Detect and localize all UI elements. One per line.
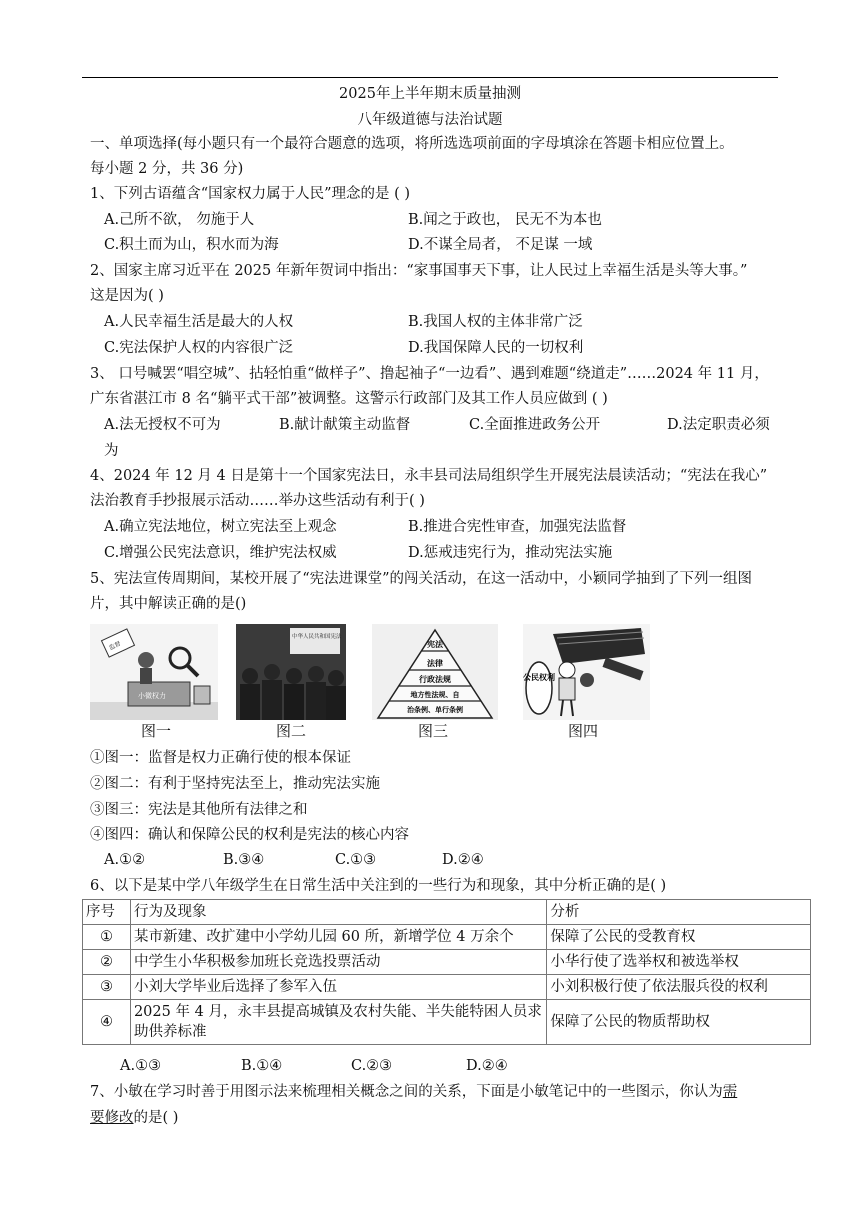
q4-option-b: B.推进合宪性审查，加强宪法监督 <box>408 519 627 535</box>
q6-option-a: A.①③ <box>120 1058 162 1074</box>
q5-option-b: B.③④ <box>223 852 265 868</box>
table-header-row <box>83 900 811 925</box>
q1-option-d: D.不谋全局者， 不足谋 一域 <box>408 237 593 253</box>
q7-stem-end: 的是( ) <box>133 1110 179 1126</box>
figure-4-label: 公民权利 <box>523 673 555 682</box>
row-analysis: 小华行使了选举权和被选举权 <box>547 950 811 975</box>
row-number: ② <box>83 950 131 975</box>
q2-option-b: B.我国人权的主体非常广泛 <box>408 314 583 330</box>
figure-4-illustration <box>523 624 650 720</box>
figure-4-cartoon <box>523 624 650 720</box>
q6-stem: 6、以下是某中学八年级学生在日常生活中关注到的一些行为和现象，其中分析正确的是( ) <box>90 878 667 894</box>
q5-option-a: A.①② <box>104 852 146 868</box>
q5-stem-line1: 5、宪法宣传周期间，某校开展了“宪法进课堂”的闯关活动，在这一活动中，小颖同学抽到了下列一组图 <box>90 571 753 587</box>
figure-4-caption: 图四 <box>568 722 599 740</box>
q1-option-c: C.积土而为山，积水而为海 <box>104 237 279 253</box>
q2-stem-line1: 2、国家主席习近平在 2025 年新年贺词中指出：“家事国事天下事，让人民过上幸福生活是头等大事。” <box>90 263 748 279</box>
figure-2-illustration <box>236 624 346 720</box>
section-intro-line2: 每小题 2 分，共 36 分) <box>90 161 244 177</box>
q3-stem-line1: 3、 口号喊罢“唱空城”、拈轻怕重“做样子”、撸起袖子“一边看”、遇到难题“绕道走”……2024 年 11 月， <box>90 366 769 382</box>
q6-option-b: B.①④ <box>241 1058 283 1074</box>
row-number: ③ <box>83 975 131 1000</box>
q5-stem-line2: 片，其中解读正确的是() <box>90 596 247 612</box>
pyramid-level-4a: 地方性法规、自 <box>410 691 460 699</box>
q4-stem-line1: 4、2024 年 12 月 4 日是第十一个国家宪法日，永丰县司法局组织学生开展宪法晨读活动；“宪法在我心” <box>90 468 768 484</box>
q5-statement-4: ④图四：确认和保障公民的权利是宪法的核心内容 <box>90 827 409 843</box>
q3-option-a: A.法无授权不可为 <box>104 417 221 433</box>
q1-stem: 1、下列古语蕴含“国家权力属于人民”理念的是 ( ) <box>90 186 411 202</box>
q3-option-d: D.法定职责必须 <box>667 417 770 433</box>
q5-statement-2: ②图二：有利于坚持宪法至上，推动宪法实施 <box>90 776 380 792</box>
table-header-analysis: 分析 <box>547 900 811 925</box>
q2-stem-line2: 这是因为( ) <box>90 288 164 304</box>
table-header-behavior: 行为及现象 <box>130 900 546 925</box>
q3-stem-line2: 广东省湛江市 8 名“躺平式干部”被调整。这警示行政部门及其工作人员应做到 ( ) <box>90 391 608 407</box>
row-number: ① <box>83 925 131 950</box>
row-behavior: 中学生小华积极参加班长竞选投票活动 <box>130 950 546 975</box>
figure-1-label-a: 小微权力 <box>138 692 166 700</box>
q3-option-b: B.献计献策主动监督 <box>279 417 411 433</box>
row-behavior: 2025 年 4 月，永丰县提高城镇及农村失能、半失能特困人员求助供养标准 <box>130 1000 546 1045</box>
table-row <box>83 1000 811 1045</box>
q5-statement-3: ③图三：宪法是其他所有法律之和 <box>90 802 308 818</box>
q2-option-c: C.宪法保护人权的内容很广泛 <box>104 340 294 356</box>
figure-1-cartoon <box>90 624 218 720</box>
figure-2-photo <box>236 624 346 720</box>
pyramid-level-2: 法律 <box>427 659 443 668</box>
q5-option-c: C.①③ <box>335 852 377 868</box>
q6-option-d: D.②④ <box>466 1058 508 1074</box>
figure-3-caption: 图三 <box>418 722 449 740</box>
row-analysis: 保障了公民的受教育权 <box>547 925 811 950</box>
q1-option-a: A.己所不欲， 勿施于人 <box>104 212 255 228</box>
pyramid-level-1: 宪法 <box>427 640 443 649</box>
figure-2-label: 中华人民共和国宪法 <box>292 634 342 640</box>
q4-option-a: A.确立宪法地位，树立宪法至上观念 <box>104 519 337 535</box>
q4-option-d: D.惩戒违宪行为，推动宪法实施 <box>408 545 613 561</box>
table-row <box>83 925 811 950</box>
figure-1-label-b: 监督 <box>108 640 122 652</box>
top-rule <box>82 77 778 78</box>
table-row <box>83 950 811 975</box>
q3-option-c: C.全面推进政务公开 <box>469 417 601 433</box>
q6-table <box>82 899 811 1045</box>
row-analysis: 保障了公民的物质帮助权 <box>547 1000 811 1045</box>
exam-title: 2025年上半年期末质量抽测 <box>339 86 521 102</box>
q1-option-b: B.闻之于政也， 民无不为本也 <box>408 212 602 228</box>
q7-underlined-part1: 需 <box>722 1084 738 1100</box>
pyramid-level-4b: 治条例、单行条例 <box>407 706 463 714</box>
q4-stem-line2: 法治教育手抄报展示活动……举办这些活动有利于( ) <box>90 493 425 509</box>
q6-option-c: C.②③ <box>351 1058 393 1074</box>
q5-statement-1: ①图一：监督是权力正确行使的根本保证 <box>90 750 351 766</box>
table-header-no: 序号 <box>83 900 131 925</box>
row-behavior: 某市新建、改扩建中小学幼儿园 60 所，新增学位 4 万余个 <box>130 925 546 950</box>
row-analysis: 小刘积极行使了依法服兵役的权利 <box>547 975 811 1000</box>
figure-1-caption: 图一 <box>141 722 172 740</box>
q7-stem-line2 <box>90 1108 178 1128</box>
table-row <box>83 975 811 1000</box>
q5-option-d: D.②④ <box>442 852 484 868</box>
q7-stem-line1 <box>90 1082 737 1102</box>
figure-3-pyramid <box>372 624 498 720</box>
q4-option-c: C.增强公民宪法意识，维护宪法权威 <box>104 545 337 561</box>
section-intro-line1: 一、单项选择(每小题只有一个最符合题意的选项，将所选选项前面的字母填涂在答题卡相应位置上。 <box>90 136 734 152</box>
exam-subtitle: 八年级道德与法治试题 <box>357 112 503 128</box>
pyramid-level-3: 行政法规 <box>419 675 451 684</box>
figure-1-illustration <box>90 624 218 720</box>
q7-stem-text: 7、小敏在学习时善于用图示法来梳理相关概念之间的关系，下面是小敏笔记中的一些图示，你认为 <box>90 1084 723 1100</box>
figure-3-illustration <box>372 624 498 720</box>
row-number: ④ <box>83 1000 131 1045</box>
q3-option-d-cont: 为 <box>104 443 119 459</box>
q2-option-a: A.人民幸福生活是最大的人权 <box>104 314 294 330</box>
row-behavior: 小刘大学毕业后选择了参军入伍 <box>130 975 546 1000</box>
figure-2-caption: 图二 <box>276 722 307 740</box>
q7-underlined-part2: 要修改 <box>90 1110 134 1126</box>
q2-option-d: D.我国保障人民的一切权利 <box>408 340 584 356</box>
